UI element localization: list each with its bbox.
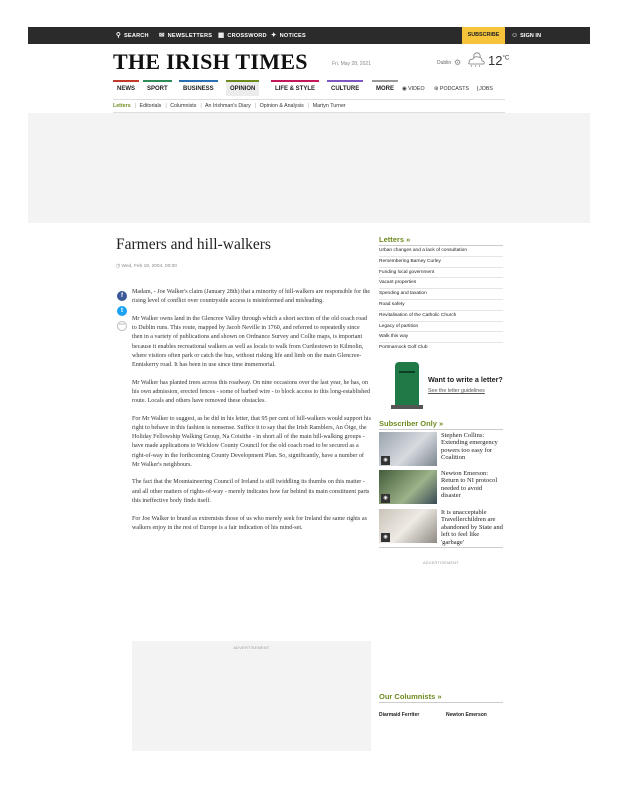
subscriber-article[interactable]: [379, 470, 503, 506]
postbox-slot: [399, 371, 415, 373]
postbox-base: [391, 405, 423, 409]
clock-icon: ◷: [116, 264, 122, 269]
main-nav: [113, 80, 505, 96]
letters-heading[interactable]: Letters »: [379, 235, 411, 244]
more-icon[interactable]: ⋯: [117, 321, 127, 331]
top-utility-bar: [28, 27, 590, 44]
article-paragraph: For Joe Walker to brand as extremists those of us who merely seek for Ireland the same rights as walkers enjoy in the rest of Europe is a fair indication of his mind-set.: [132, 515, 367, 531]
subnav-separator: |: [307, 103, 310, 109]
columnists-heading[interactable]: Our Columnists »: [379, 692, 442, 701]
letters-list: [379, 246, 503, 354]
top-ad-banner: [28, 113, 590, 223]
notices-icon: ✦: [271, 32, 277, 39]
lock-icon: ◉: [381, 456, 390, 465]
letter-link[interactable]: Spending and taxation: [379, 289, 503, 300]
letter-link[interactable]: Legacy of partition: [379, 322, 503, 333]
nav-item-business[interactable]: BUSINESS: [179, 80, 218, 96]
nav-item-opinion[interactable]: OPINION: [226, 80, 259, 96]
search-icon: ⚲: [116, 32, 121, 39]
advertisement-label: ADVERTISEMENT: [233, 646, 270, 650]
article-body: [132, 288, 371, 541]
letter-link[interactable]: Walk this way: [379, 332, 503, 343]
write-letter-promo[interactable]: [379, 353, 503, 409]
advertisement-label: ADVERTISEMENT: [422, 561, 460, 565]
subscriber-heading[interactable]: Subscriber Only »: [379, 419, 444, 428]
crossword-icon: ▦: [218, 32, 225, 39]
letter-link[interactable]: Vacant properties: [379, 278, 503, 289]
nav-podcasts[interactable]: ⊛ PODCASTS: [434, 86, 470, 92]
subnav-separator: |: [134, 103, 137, 109]
columnist-name[interactable]: Newton Emerson: [446, 712, 487, 718]
subnav-letters[interactable]: Letters: [113, 103, 131, 109]
lock-icon: ◉: [381, 494, 390, 503]
user-icon: ☺: [511, 32, 519, 39]
article-title: Farmers and hill-walkers: [116, 236, 271, 253]
subscribe-button[interactable]: SUBSCRIBE: [462, 27, 505, 44]
columnist-name[interactable]: Diarmaid Ferriter: [379, 712, 420, 718]
site-logo[interactable]: THE IRISH TIMES: [113, 49, 308, 74]
crossword-link[interactable]: ▦ CROSSWORD: [218, 27, 267, 44]
letter-guidelines-link[interactable]: See the letter guidelines: [428, 388, 485, 394]
sidebar-divider: [379, 429, 503, 430]
letter-link[interactable]: Urban changes and a lack of consultation: [379, 246, 503, 257]
gear-icon[interactable]: ⚙: [454, 58, 462, 67]
lock-icon: ◉: [381, 533, 390, 542]
article-paragraph: Mr Walker owns land in the Glencree Valley through which a short section of the old coach road to Dublin runs. This route, mapped by Jacob Neville in 1760, and referred to repeatedly since then in a variety of publications and shown on Ordnance Survey and Collte maps, is important because it enables recreational walkers as well as locals to walk from Curtlestown to Kilmolin, where visitors often park or catch the bus, without risking life and limb on the main Glencree-Enniskerry road. It has been in use since time immemorial.: [132, 315, 368, 368]
nav-item-more[interactable]: MORE: [372, 80, 398, 96]
article-ad-box: [132, 641, 371, 751]
article-paragraph: The fact that the Mountaineering Council of Ireland is still twiddling its thumbs on this matter - and all other matters of rights-of-way - merely indicates how far behind its main constituent parts this ineffective body finds itself.: [132, 479, 370, 504]
jobs-icon: ⌊: [477, 86, 480, 92]
twitter-icon[interactable]: t: [117, 306, 127, 316]
subscriber-article-title: Newton Emerson: Return to NI protocol needed to avoid disaster: [441, 470, 498, 500]
letter-link[interactable]: Remembering Barney Curley: [379, 257, 503, 268]
article-paragraph: For Mr Walker to suggest, as he did in his letter, that 95 per cent of hill-walkers would support his right to behave in this fashion is nonsense. Suffice it to say that the Irish Ramblers, An Óige, the Holiday Fellowship Walking Group, Na Coisithe - in short all of the main hill-walking groups - have made applications to Wicklow County Council for the old coach road to be secured as a right-of-way in the forthcoming County Development Plan. So, significantly, have a number of Mr Walker's neighbours.: [132, 415, 371, 468]
letter-link[interactable]: Road safety: [379, 300, 503, 311]
subscriber-article[interactable]: [379, 509, 503, 545]
podcast-icon: ⊛: [434, 86, 440, 92]
weather-city: Dublin: [437, 60, 452, 66]
subnav-separator: |: [165, 103, 167, 109]
subscriber-article-title: Stephen Collins: Extending emergency powers too easy for Coalition: [441, 432, 498, 462]
newsletters-link[interactable]: ✉ NEWSLETTERS: [159, 27, 212, 44]
opinion-subnav: [113, 99, 505, 113]
article-paragraph: Madam, - Joe Walker's claim (January 28th) that a minority of hill-walkers are responsible for the rising level of conflict over countryside access is misinformed and misleading.: [132, 289, 371, 305]
promo-title: Want to write a letter?: [428, 375, 503, 384]
newsletter-icon: ✉: [159, 32, 165, 39]
sign-in-button[interactable]: ☺ SIGN IN: [511, 32, 541, 39]
cloud-icon: [466, 51, 486, 67]
subnav-martyn-turner[interactable]: Martyn Turner: [312, 103, 346, 109]
letter-link[interactable]: Revitalisation of the Catholic Church: [379, 311, 503, 322]
subnav-separator: |: [254, 103, 257, 109]
facebook-icon[interactable]: f: [117, 291, 127, 301]
letter-link[interactable]: Funding local government: [379, 268, 503, 279]
postbox-icon: [395, 362, 419, 407]
nav-item-culture[interactable]: CULTURE: [327, 80, 363, 96]
subscriber-article[interactable]: [379, 432, 503, 468]
video-icon: ◉: [402, 86, 409, 92]
subnav-separator: |: [200, 103, 202, 109]
notices-link[interactable]: ✦ NOTICES: [271, 27, 306, 44]
subscriber-article-title: It is unacceptable Travellerchildren are abandoned by State and left to feel like 'garbage': [441, 509, 503, 546]
nav-item-sport[interactable]: SPORT: [143, 80, 172, 96]
weather-temperature: $12^{^\circ C}$: [488, 53, 510, 68]
nav-item-news[interactable]: NEWS: [113, 80, 139, 96]
nav-item-life-style[interactable]: LIFE & STYLE: [271, 80, 319, 96]
subnav-irishmans-diary[interactable]: An Irishman's Diary: [205, 103, 251, 109]
temperature-unit: °C: [502, 55, 510, 62]
subnav-editorials[interactable]: Editorials: [139, 103, 162, 109]
subnav-columnists[interactable]: Columnists: [170, 103, 197, 109]
article-date: ◷ Wed, Feb 18, 2004, 00:00: [116, 264, 177, 269]
sidebar-divider: [379, 547, 503, 548]
search-link[interactable]: ⚲ SEARCH: [116, 27, 149, 44]
sidebar-divider: [379, 702, 503, 703]
subnav-opinion-analysis[interactable]: Opinion & Analysis: [259, 103, 304, 109]
nav-video[interactable]: ◉ VIDEO: [402, 86, 425, 92]
letter-link[interactable]: Portmarnock Golf Club: [379, 343, 503, 354]
masthead-date: Fri, May 28, 2021: [332, 61, 371, 67]
article-paragraph: Mr Walker has planted trees across this roadway. On nine occasions over the last year, he has, on his own admission, erected fences - some of barbed wire - to block access to this long-established route. Locals and others have removed these obstacles.: [132, 379, 371, 405]
nav-jobs[interactable]: ⌊JOBS: [477, 86, 493, 92]
